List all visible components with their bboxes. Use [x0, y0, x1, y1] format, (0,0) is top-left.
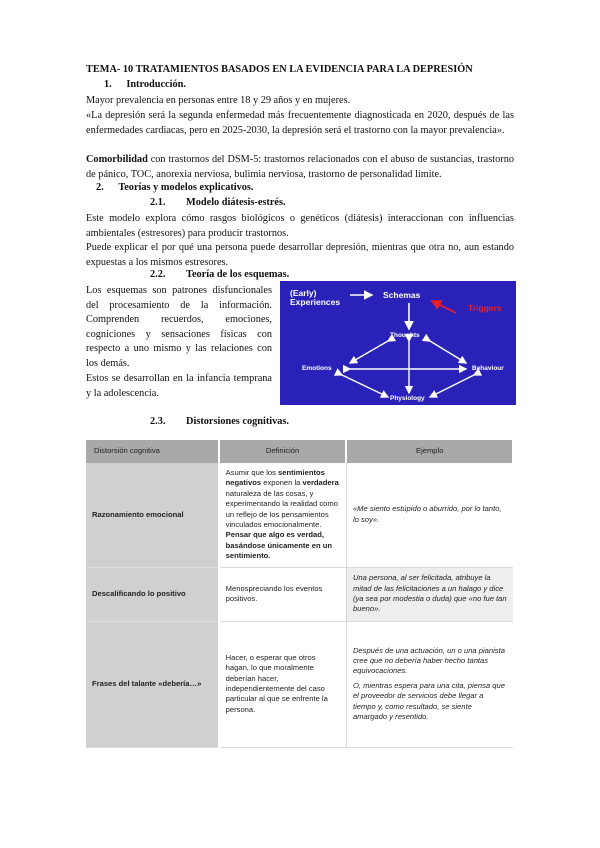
distortion-example: Una persona, al ser felicitada, atribuye la mitad de las felicitaciones a un halago y dice (ya sea por modestia o duda) que «no fue tan bueno».: [346, 567, 513, 621]
thoughts-label: Thoughts: [390, 332, 420, 339]
distortion-name: Frases del talante «debería…»: [86, 621, 219, 747]
header-distortion: Distorsión cognitiva: [86, 440, 219, 463]
distortion-example: «Me siento estúpido o aburrido, por lo tanto, lo soy».: [346, 463, 513, 567]
section-2-2-paragraph-1: Los esquemas son patrones disfuncionales del procesamiento de la información. Comprenden recuerdos, emociones, cogniciones y sensaciones físicas con respecto a uno mismo y las relaciones con los demás.: [86, 285, 272, 369]
section-2-2-heading: [150, 269, 289, 280]
example-part-2: O, mientras espera para una cita, piensa que el proveedor de servicios debe llegar a tiempo y, como resultado, se siente amargado y resentido.: [352, 680, 505, 722]
experiences-label: (Early) Experiences: [290, 288, 341, 307]
distortion-name: Razonamiento emocional: [86, 463, 219, 567]
comorbidity-text: con trastornos del DSM-5: trastornos relacionados con el abuso de sustancias, trastorno de pánico, TOC, anorexia nerviosa, bulimia nerviosa, trastorno de personalidad límite.: [86, 154, 514, 180]
behaviour-label: Behaviour: [472, 365, 504, 372]
cognitive-distortions-table: [86, 440, 514, 748]
emotions-label: Emotions: [302, 365, 332, 372]
section-2-1-paragraph-2: Puede explicar el por qué una persona puede desarrollar depresión, mientras que otra no, aun estando expuestas a los mismos estresores.: [86, 242, 514, 268]
intro-paragraph-3: [86, 153, 514, 182]
schema-theory-diagram: [280, 281, 516, 405]
section-2-3-label: Distorsiones cognitivas.: [186, 416, 290, 427]
physiology-label: Physiology: [390, 395, 425, 402]
distortion-definition: Asumir que los sentimientos negativos exponen la verdadera naturaleza de las cosas, y experimentando la realidad como un reflejo de los pensamientos vinculados emocionalmente. Pensar que algo es verdad, basándose únicamente en un sentimiento.: [219, 463, 347, 567]
distortion-definition: Hacer, o esperar que otros hagan, lo que moralmente deberían hacer, independientemente del caso particular al que se enfrente la persona.: [219, 621, 347, 747]
section-2-label: Teorías y modelos explicativos.: [118, 182, 254, 193]
section-2-heading: [96, 182, 254, 193]
section-2-3-number: 2.3.: [150, 416, 166, 427]
intro-paragraph-1: Mayor prevalencia en personas entre 18 y 29 años y en mujeres.: [86, 95, 351, 106]
table-row: [86, 567, 513, 621]
header-definition: Definición: [219, 440, 347, 463]
schemas-label: Schemas: [383, 290, 421, 300]
section-2-number: 2.: [96, 182, 104, 193]
table-row: [86, 621, 513, 747]
distortion-definition: Menospreciando los eventos positivos.: [219, 567, 347, 621]
section-2-2-label: Teoría de los esquemas.: [186, 269, 290, 280]
section-2-1-number: 2.1.: [150, 197, 166, 208]
section-2-1-label: Modelo diátesis-estrés.: [186, 197, 286, 208]
distortion-example: [346, 621, 513, 747]
table-row: [86, 463, 513, 567]
comorbidity-term: Comorbilidad: [86, 154, 148, 165]
intro-paragraph-2: «La depresión será la segunda enfermedad más frecuentemente diagnosticada en 2020, después de las enfermedades cardiacas, pero en 2025-2030, la depresión será el trastorno con la mayor prevalencia».: [86, 110, 514, 136]
distortion-name: Descalificando lo positivo: [86, 567, 219, 621]
section-2-1-paragraph-1: Este modelo explora cómo rasgos biológicos o genéticos (diátesis) interaccionan con influencias ambientales (estresores) para producir trastornos.: [86, 213, 514, 239]
section-1-label: Introducción.: [126, 79, 186, 90]
section-2-1-heading: [150, 197, 286, 208]
triggers-label: Triggers: [468, 303, 502, 313]
header-example: Ejemplo: [346, 440, 513, 463]
section-1-heading: [104, 79, 186, 90]
section-2-2-number: 2.2.: [150, 269, 166, 280]
section-1-number: 1.: [104, 79, 112, 90]
example-part-1: Después de una actuación, un o una pianista cree que no debería haber hecho tantas equivocaciones.: [352, 645, 505, 676]
section-2-3-heading: [150, 416, 289, 427]
table-header-row: [86, 440, 513, 463]
section-2-2-paragraph-2: Estos se desarrollan en la infancia temprana y la adolescencia.: [86, 373, 272, 399]
document-title: TEMA- 10 TRATAMIENTOS BASADOS EN LA EVIDENCIA PARA LA DEPRESIÓN: [86, 64, 473, 75]
